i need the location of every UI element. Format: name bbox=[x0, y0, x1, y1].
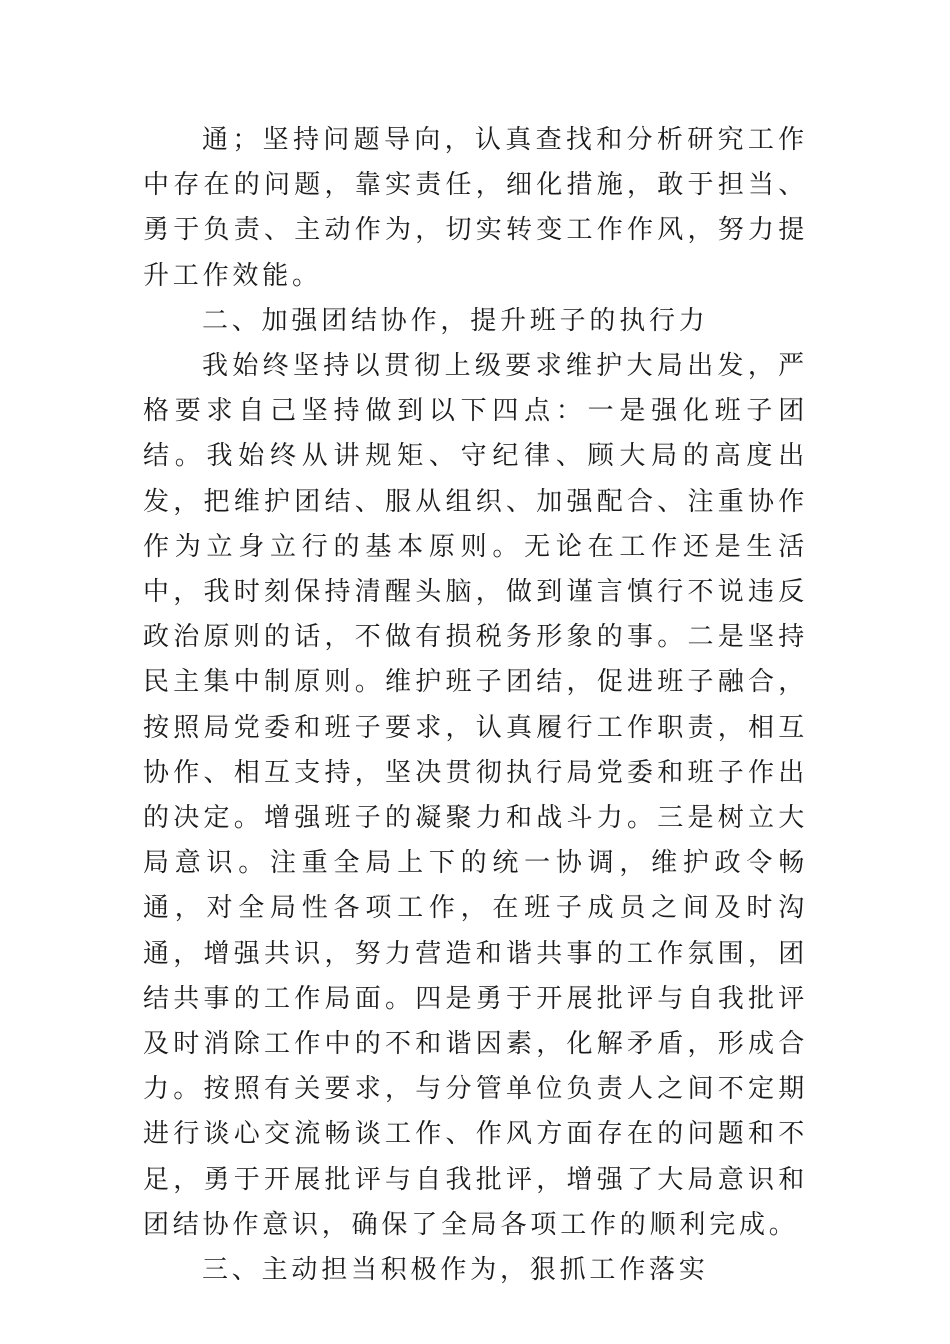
paragraph-continuation: 通；坚持问题导向，认真查找和分析研究工作中存在的问题，靠实责任，细化措施，敢于担当、勇于负责、主动作为，切实转变工作作风，努力提升工作效能。 bbox=[143, 125, 808, 291]
section-heading-2: 二、加强团结协作，提升班子的执行力 bbox=[202, 305, 709, 336]
paragraph-body: 我始终坚持以贯彻上级要求维护大局出发，严格要求自己坚持做到以下四点：一是强化班子团结。我始终从讲规矩、守纪律、顾大局的高度出发，把维护团结、服从组织、加强配合、注重协作作为立身立行的基本原则。无论在工作还是生活中，我时刻保持清醒头脑，做到谨言慎行不说违反政治原则的话，不做有损税务形象的事。二是坚持民主集中制原则。维护班子团结，促进班子融合，按照局党委和班子要求，认真履行工作职责，相互协作、相互支持，坚决贯彻执行局党委和班子作出的决定。增强班子的凝聚力和战斗力。三是树立大局意识。注重全局上下的统一协调，维护政令畅通，对全局性各项工作，在班子成员之间及时沟通，增强共识，努力营造和谐共事的工作氛围，团结共事的工作局面。四是勇于开展批评与自我批评及时消除工作中的不和谐因素，化解矛盾，形成合力。按照有关要求，与分管单位负责人之间不定期进行谈心交流畅谈工作、作风方面存在的问题和不足，勇于开展批评与自我批评，增强了大局意识和团结协作意识，确保了全局各项工作的顺利完成。 bbox=[143, 351, 808, 1240]
section-heading-3: 三、主动担当积极作为，狠抓工作落实 bbox=[202, 1255, 709, 1286]
document-body bbox=[143, 118, 808, 1293]
